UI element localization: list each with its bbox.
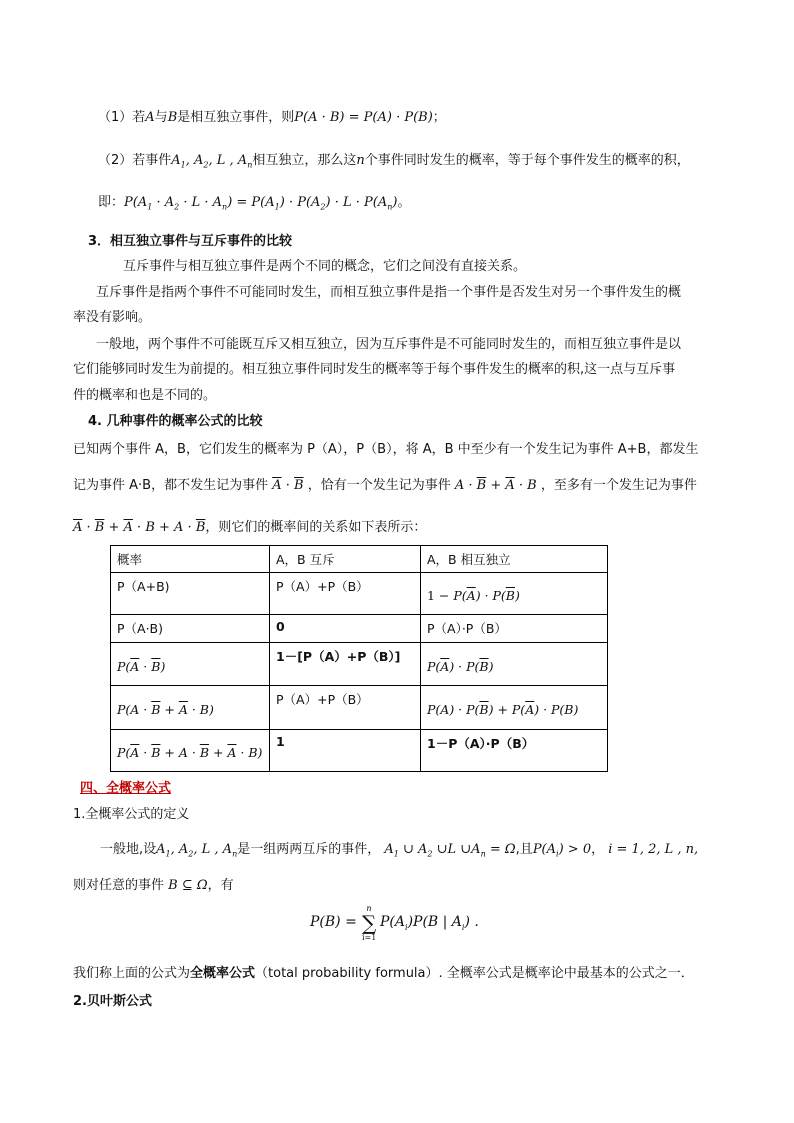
table-cell: $P(A \cdot \overline{B} + \overline{A} \cdot B)$ (111, 686, 270, 730)
total-probability-formula-rhs: $P(A_i)P(B$ | $A_i$) . (380, 914, 479, 932)
table-cell: $P(A) \cdot P(\overline{B}) + P(\overline{A}) \cdot P(B)$ (421, 686, 608, 730)
table-cell: $P(\overline{A} \cdot \overline{B} + A \cdot \overline{B} + \overline{A} \cdot B)$ (111, 730, 270, 772)
table-cell: 1－P（A）·P（B） (421, 730, 608, 772)
table-header-row (111, 546, 608, 573)
table-cell: P（A）·P（B） (421, 615, 608, 643)
subheading: 1.全概率公式的定义 (73, 807, 190, 822)
paragraph: 记为事件 A·B，都不发生记为事件 $\overline{A} \cdot \overline{B}$ ，恰有一个发生记为事件 $A \cdot \overline{B} + \overline{A} \cdot B$ ，至多有一个发生记为事件 (73, 478, 697, 493)
table-cell: P（A）+P（B） (270, 686, 421, 730)
table-row (111, 643, 608, 686)
table-cell: 1－[P（A）+P（B）] (270, 643, 421, 686)
paragraph: 我们称上面的公式为全概率公式（total probability formula）. 全概率公式是概率论中最基本的公式之一． (73, 966, 694, 981)
table-row (111, 730, 608, 772)
table-row (111, 686, 608, 730)
property-1: （1）若A与B是相互独立事件，则P(A · B) = P(A) · P(B)； (98, 110, 446, 125)
independence-formula: P(A · B) = P(A) · P(B) (294, 110, 433, 125)
table-cell: $P(\overline{A} \cdot \overline{B})$ (111, 643, 270, 686)
subheading-bayes: 2.贝叶斯公式 (73, 994, 152, 1009)
paragraph: 一般地，两个事件不可能既互斥又相互独立，因为互斥事件是不可能同时发生的，而相互独立事件是以 (96, 337, 682, 352)
table-cell: P（A·B) (111, 615, 270, 643)
paragraph: 已知两个事件 A，B，它们发生的概率为 P（A），P（B），将 A，B 中至少有一个发生记为事件 A+B，都发生 (73, 442, 699, 457)
section-4-heading: 4. 几种事件的概率公式的比较 (88, 414, 263, 429)
table-cell: $1 - P(\overline{A}) \cdot P(\overline{B})$ (421, 573, 608, 615)
event-sequence: $A_1$, $A_2$, L , $A_n$ (171, 153, 253, 170)
table-header-cell: A，B 相互独立 (421, 546, 608, 573)
table-row (111, 615, 608, 643)
section-3-heading: 3．相互独立事件与互斥事件的比较 (88, 234, 293, 249)
table-cell: P（A）+P（B） (270, 573, 421, 615)
paragraph: 互斥事件是指两个事件不可能同时发生，而相互独立事件是指一个事件是否发生对另一个事件发生的概 (96, 285, 682, 300)
summation-sign: n ∑ i=1 (362, 904, 377, 942)
paragraph: 率没有影响。 (73, 310, 152, 325)
table-cell: 1 (270, 730, 421, 772)
property-2: （2）若事件$A_1$, $A_2$, L , $A_n$相互独立，那么这n个事件同时发生的概率，等于每个事件发生的概率的积， (98, 153, 690, 170)
paragraph: 互斥事件与相互独立事件是两个不同的概念，它们之间没有直接关系。 (123, 259, 527, 274)
section-heading-total-probability: 四、全概率公式 (80, 781, 172, 796)
table-header-cell: 概率 (111, 546, 270, 573)
definition-line: 一般地,设$A_1$, $A_2$, L , $A_n$是一组两两互斥的事件， $A_1$ ∪ $A_2$ ∪L $\cup A_n = \Omega$,且$P(A_i) > 0$， i = 1, 2, L , n, (100, 842, 699, 859)
table-row (111, 573, 608, 615)
paragraph: 件的概率和也是不同的。 (73, 388, 217, 403)
product-formula: $P(A_1 \cdot A_2 \cdot L \cdot A_n) = P(A_1) \cdot P(A_2) \cdot L \cdot P(A_n)$ (124, 195, 398, 212)
total-probability-formula-lhs: P(B) = (310, 914, 357, 930)
table-cell: $P(\overline{A}) \cdot P(\overline{B})$ (421, 643, 608, 686)
paragraph: 它们能够同时发生为前提的。相互独立事件同时发生的概率等于每个事件发生的概率的积,这一点与互斥事 (73, 362, 676, 377)
table-header-cell: A，B 互斥 (270, 546, 421, 573)
table-cell: P（A+B) (111, 573, 270, 615)
probability-comparison-table (110, 545, 608, 772)
table-cell: 0 (270, 615, 421, 643)
definition-line: 则对任意的事件 B ⊆ Ω，有 (73, 878, 234, 893)
property-2-formula-line: 即：$P(A_1 \cdot A_2 \cdot L \cdot A_n) = P(A_1) \cdot P(A_2) \cdot L \cdot P(A_n)$。 (98, 195, 411, 212)
paragraph: $\overline{A} \cdot \overline{B} + \overline{A} \cdot B + A \cdot \overline{B}$，则它们的概率间的关系如下表所示： (73, 520, 427, 535)
